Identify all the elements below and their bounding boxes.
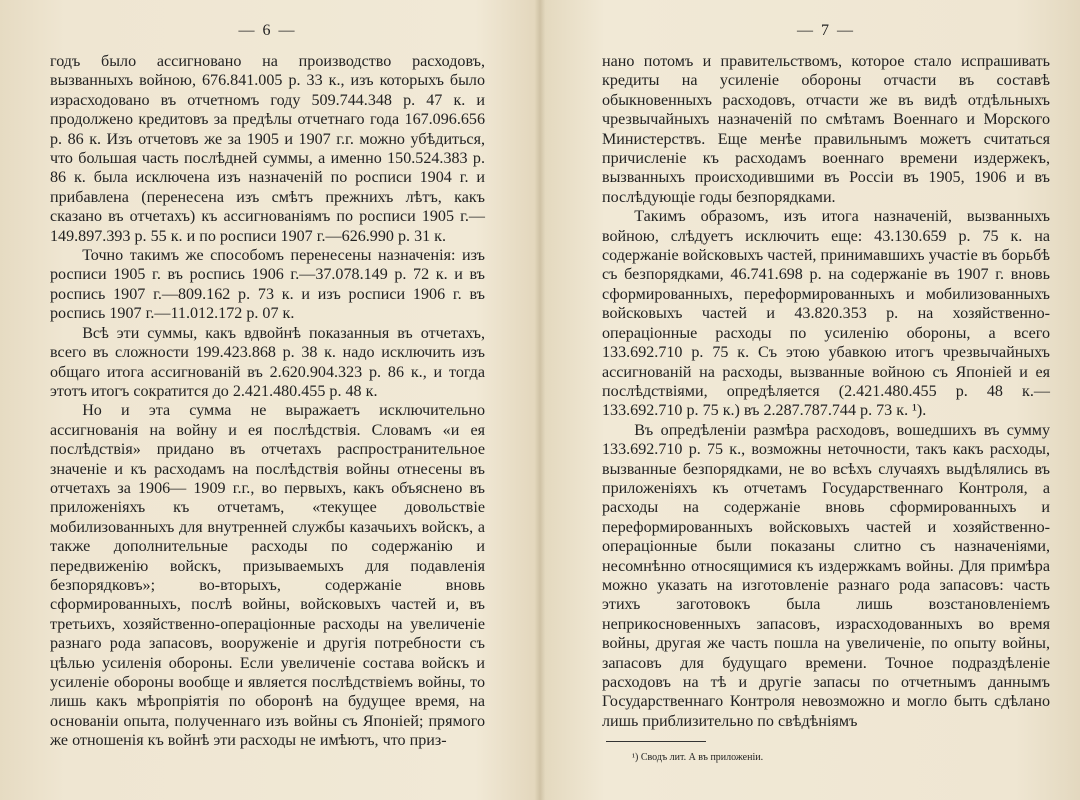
right-page [545, 0, 1080, 800]
page-body [50, 52, 485, 751]
left-page [0, 0, 535, 800]
paragraph: Такимъ образомъ, изъ итога назначеній, вызванныхъ войною, слѣдуетъ исключить еще: 43.130.659 р. 75 к. на содержаніе войсковыхъ частей, принимавшихъ участіе въ борьбѣ съ безпорядками, 46.741.698 р. на содержаніе въ 1907 г. вновь сформированныхъ, переформированныхъ и мобилизованныхъ войсковыхъ частей и 43.820.353 р. на хозяйственно-операціонные расходы по усиленію обороны, а всего 133.692.710 р. 75 к. Съ этою убавкою итогъ чрезвычайныхъ ассигнованій на расходы, вызванные войною съ Японіей и ея послѣдствіями, опредѣляется (2.421.480.455 р. 48 к.— 133.692.710 р. 75 к.) въ 2.287.787.744 р. 73 к. ¹). [602, 208, 1050, 420]
page-body [602, 52, 1050, 731]
paragraph: Но и эта сумма не выражаетъ исключительно ассигнованія на войну и ея послѣдствія. Словамъ «и ея послѣдствія» придано въ отчетахъ распространительное значеніе и къ расходамъ на послѣдствія войны отнесены въ отчетахъ за 1906— 1909 г.г., во первыхъ, какъ объяснено въ приложеніяхъ къ отчетамъ, «текущее довольствіе мобилизованныхъ для внутренней службы казачьихъ войскъ, а также дополнительные расходы по содержанію и передвиженію войскъ, призываемыхъ для подавленія безпорядковъ»; во-вторыхъ, содержаніе вновь сформированныхъ, послѣ войны, войсковыхъ частей и, въ третьихъ, хозяйственно-операціонные расходы на увеличеніе разнаго рода запасовъ, вооруженіе и другія потребности съ цѣлью усиленія обороны. Если увеличеніе состава войскъ и усиленіе обороны вообще и является послѣдствіемъ войны, то лишь какъ мѣропріятія по оборонѣ на будущее время, на основаніи опыта, полученнаго изъ войны съ Японіей; прямого же отношенія къ войнѣ эти расходы не имѣютъ, что приз- [50, 402, 485, 750]
paragraph: нано потомъ и правительствомъ, которое стало испрашивать кредиты на усиленіе обороны отчасти въ составѣ обыкновенныхъ расходовъ, отчасти же въ видѣ отдѣльныхъ чрезвычайныхъ назначеній по смѣтамъ Военнаго и Морского Министерствъ. Еще менѣе правильнымъ можетъ считаться причисленіе къ расходамъ военнаго времени издержекъ, вызванныхъ происходившими въ Россіи въ 1905, 1906 и въ послѣдующіе годы безпорядками. [602, 53, 1050, 206]
paragraph: Точно такимъ же способомъ перенесены назначенія: изъ росписи 1905 г. въ роспись 1906 г.—37.078.149 р. 72 к. и въ роспись 1907 г.—809.162 р. 73 к. и изъ росписи 1906 г. въ роспись 1907 г.—11.012.172 р. 07 к. [50, 247, 485, 323]
paragraph: Всѣ эти суммы, какъ вдвойнѣ показанныя въ отчетахъ, всего въ сложности 199.423.868 р. 38 к. надо исключить изъ общаго итога ассигнованій въ 2.620.904.323 р. 86 к., и тогда этотъ итогъ сократится до 2.421.480.455 р. 48 к. [50, 324, 485, 400]
page-number: — 6 — [238, 22, 297, 39]
paragraph: годъ было ассигновано на производство расходовъ, вызванныхъ войною, 676.841.005 р. 33 к., изъ которыхъ было израсходовано въ отчетномъ году 509.744.348 р. 47 к. и продолжено кредитовъ за предѣлы отчетнаго года 167.096.656 р. 86 к. Изъ отчетовъ же за 1905 и 1907 г.г. можно убѣдиться, что большая часть послѣдней суммы, а именно 150.524.383 р. 86 к. была исключена изъ назначеній по росписи 1904 г. и прибавлена (перенесена изъ смѣтъ прежнихъ лѣтъ, какъ сказано въ отчетахъ) къ ассигнованіямъ по росписи 1905 г.— 149.897.393 р. 55 к. и по росписи 1907 г.—626.990 р. 31 к. [50, 53, 485, 245]
page-number: — 7 — [797, 22, 855, 39]
paragraph: Въ опредѣленіи размѣра расходовъ, вошедшихъ въ сумму 133.692.710 р. 75 к., возможны неточности, такъ какъ расходы, вызванные безпорядками, не во всѣхъ случаяхъ выдѣлялись въ приложеніяхъ къ отчетамъ Государственнаго Контроля, а расходы на содержаніе вновь сформированныхъ и переформированныхъ войсковыхъ частей и хозяйственно-операціонные были показаны слитно съ назначеніями, несомнѣнно относящимися къ издержкамъ войны. Для примѣра можно указать на изготовленіе разнаго рода запасовъ: часть этихъ заготовокъ была лишь возстановленіемъ неприкосновенныхъ запасовъ, израсходованныхъ во время войны, другая же часть пошла на увеличеніе, по опыту войны, запасовъ для будущаго времени. Точное подраздѣленіе расходовъ на тѣ и другіе запасы по отчетнымъ даннымъ Государственнаго Контроля невозможно и могло быть сдѣлано лишь приблизительно по свѣдѣніямъ [602, 421, 1050, 730]
footnote-divider [606, 741, 706, 742]
footnote: ¹) Сводъ лит. А въ приложеніи. [632, 752, 764, 764]
